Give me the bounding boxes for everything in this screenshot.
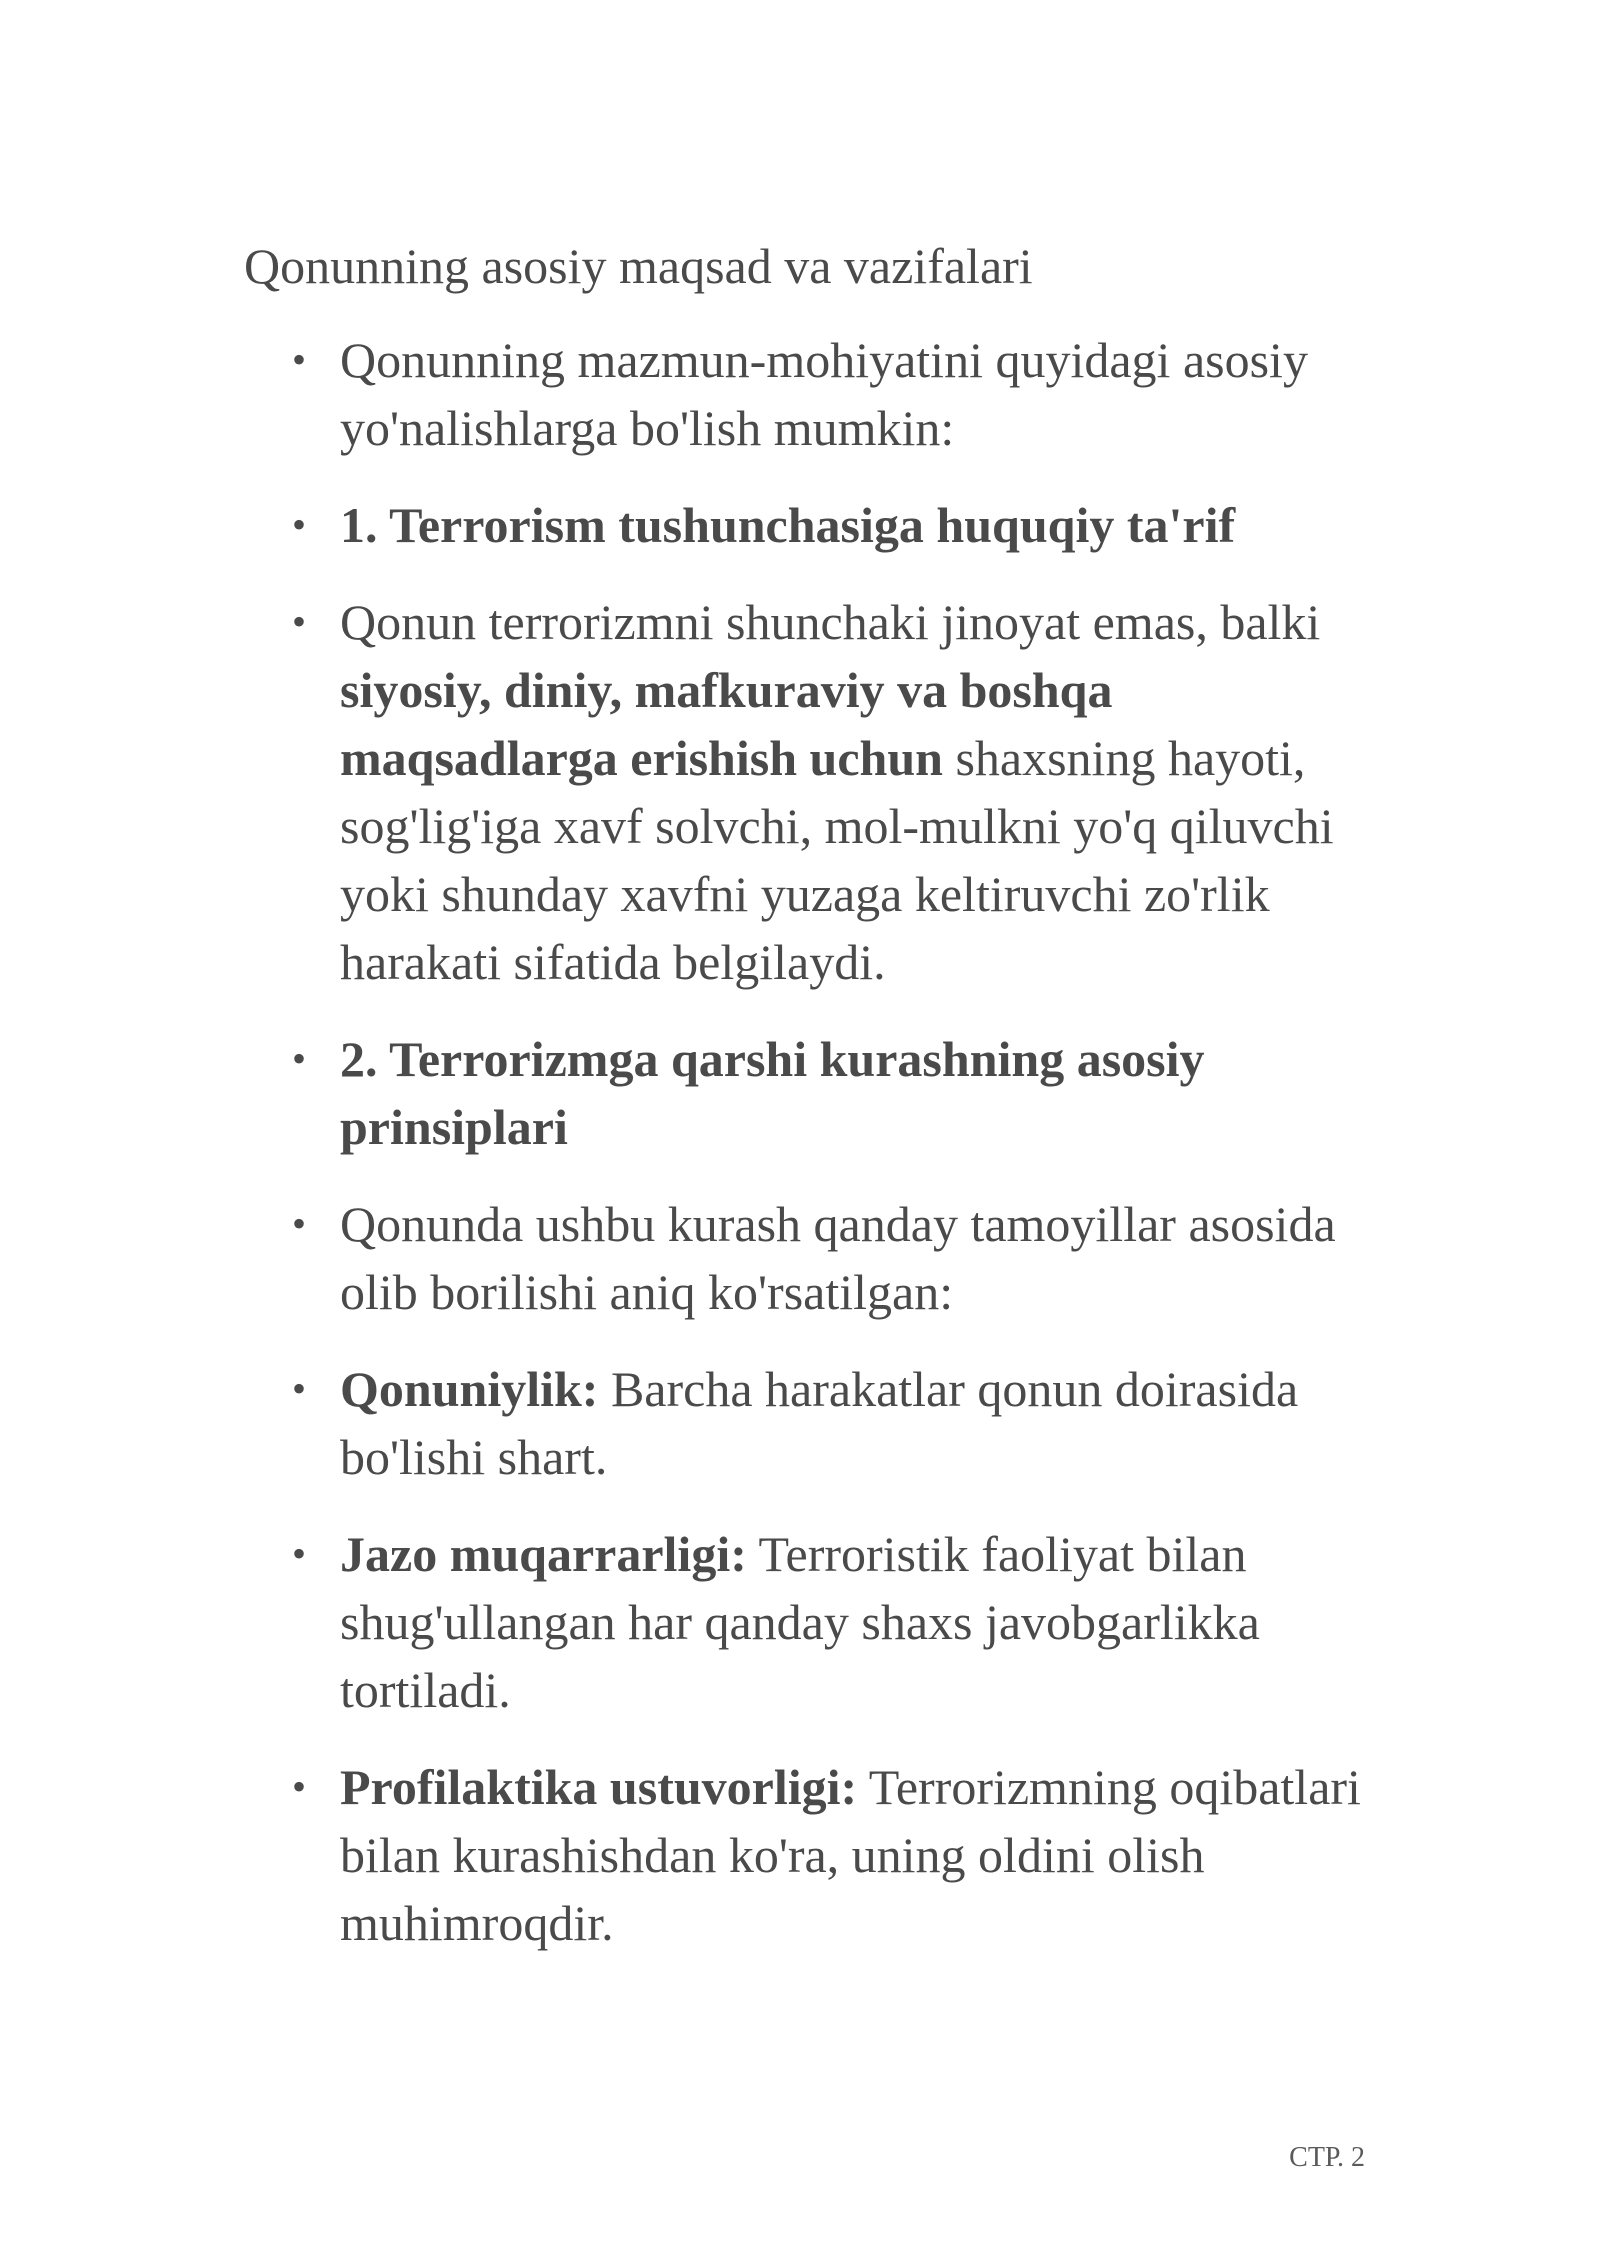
bullet-icon: • — [292, 1764, 307, 1809]
list-item — [288, 491, 1368, 559]
principle-term: Qonuniylik: — [340, 1361, 599, 1417]
item-text-bold: siyosiy, diniy, mafkuraviy va boshqa maqsadlarga erishish uchun — [340, 662, 1113, 786]
principle-description: Terroristik faoliyat bilan shug'ullangan har qanday shaxs javobgarlikka tortiladi. — [340, 1526, 1260, 1718]
principle-description: Terrorizmning oqibatlari bilan kurashishdan ko'ra, uning oldini olish muhimroqdir. — [340, 1759, 1361, 1951]
item-text-pre: Qonun terrorizmni shunchaki jinoyat emas, balki — [340, 594, 1321, 650]
item-heading: 2. Terrorizmga qarshi kurashning asosiy prinsiplari — [340, 1031, 1205, 1155]
list-item — [288, 1753, 1368, 1957]
item-text: Qonunning mazmun-mohiyatini quyidagi asosiy yo'nalishlarga bo'lish mumkin: — [340, 332, 1308, 456]
bullet-icon: • — [292, 1366, 307, 1411]
principle-term: Profilaktika ustuvorligi: — [340, 1759, 858, 1815]
bullet-icon: • — [292, 1201, 307, 1246]
list-item — [288, 1025, 1368, 1161]
list-item — [288, 326, 1368, 462]
list-item — [288, 1520, 1368, 1724]
list-item — [288, 1355, 1368, 1491]
bullet-icon: • — [292, 1036, 307, 1081]
bullet-icon: • — [292, 599, 307, 644]
list-item — [288, 588, 1368, 996]
principle-term: Jazo muqarrarligi: — [340, 1526, 747, 1582]
principle-description: Barcha harakatlar qonun doirasida bo'lishi shart. — [340, 1361, 1299, 1485]
item-heading: 1. Terrorism tushunchasiga huquqiy ta'rif — [340, 497, 1236, 553]
bullet-icon: • — [292, 502, 307, 547]
item-text-post: shaxsning hayoti, sog'lig'iga xavf solvchi, mol-mulkni yo'q qiluvchi yoki shunday xavfni yuzaga keltiruvchi zo'rlik harakati sifatida belgilaydi. — [340, 730, 1334, 990]
list-item — [288, 1190, 1368, 1326]
bullet-icon: • — [292, 1531, 307, 1576]
bullet-list — [288, 326, 1368, 1986]
item-text: Qonunda ushbu kurash qanday tamoyillar asosida olib borilishi aniq ko'rsatilgan: — [340, 1196, 1336, 1320]
bullet-icon: • — [292, 337, 307, 382]
page-number: СТР. 2 — [1289, 2142, 1365, 2173]
section-heading: Qonunning asosiy maqsad va vazifalari — [244, 238, 1033, 294]
